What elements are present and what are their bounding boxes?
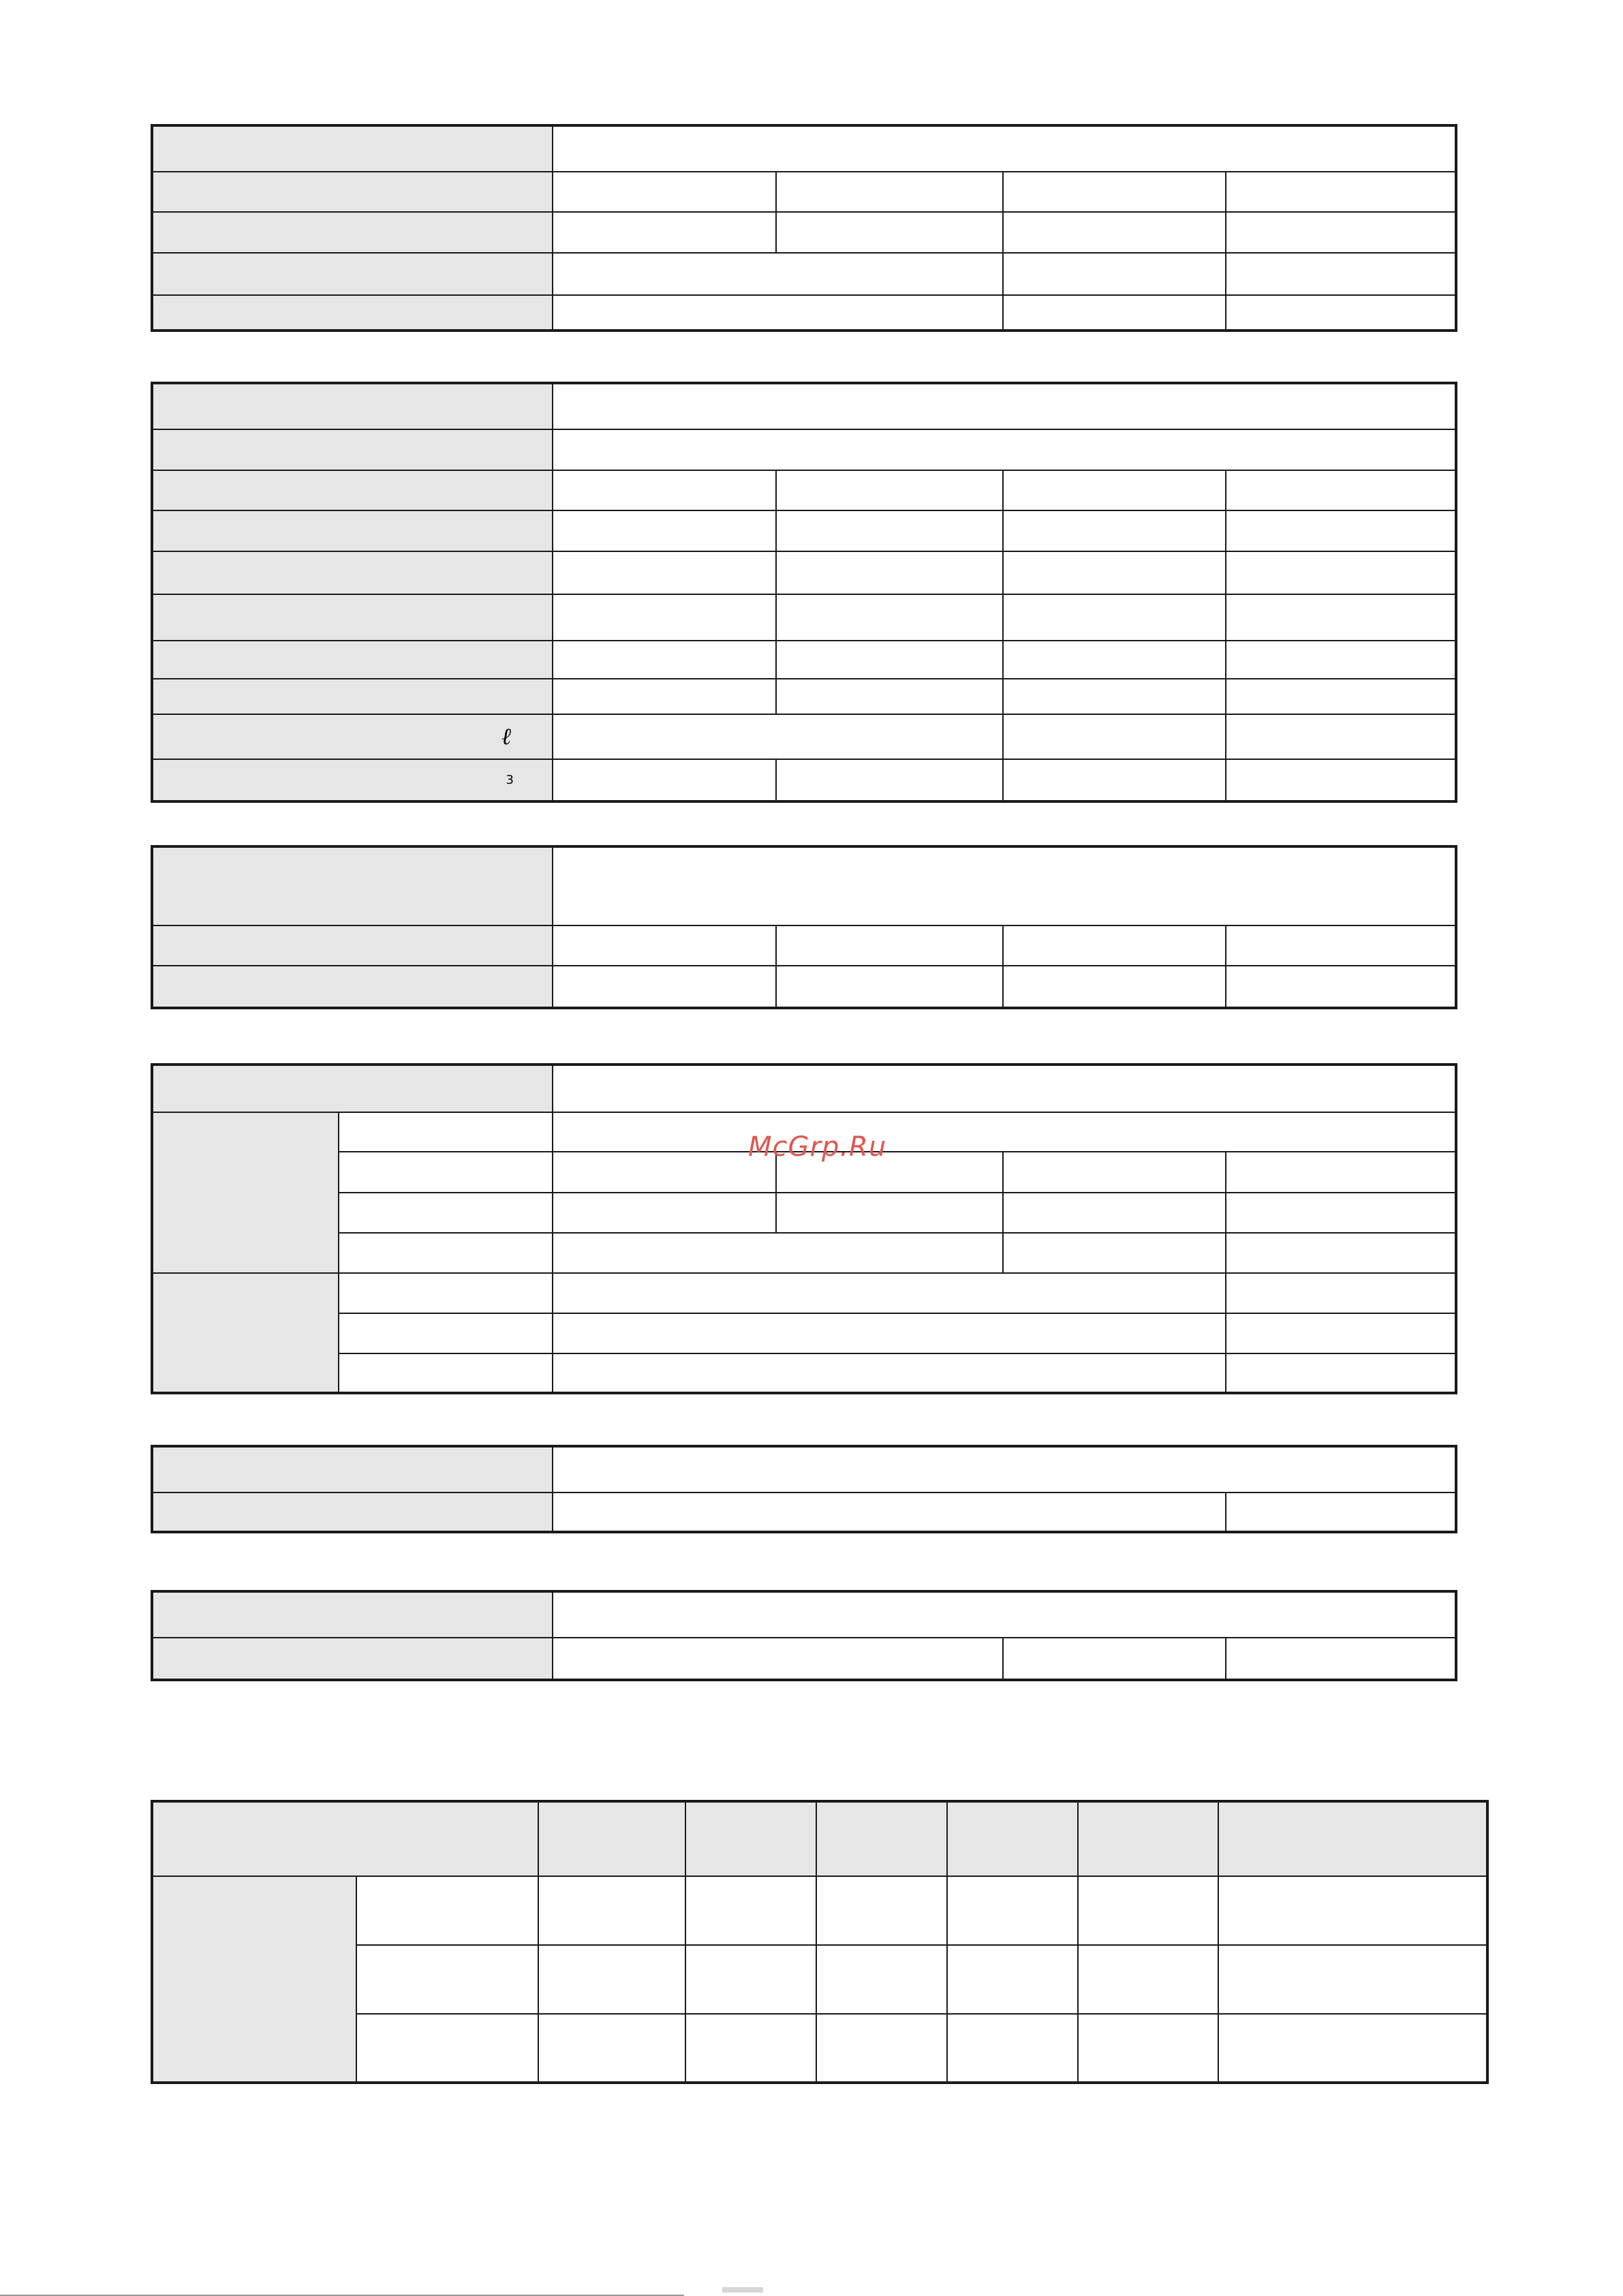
- value-cell: [1003, 679, 1226, 714]
- spec-table-5: [151, 1445, 1457, 1533]
- sub-label: [356, 2014, 538, 2083]
- sub-label: [339, 1112, 553, 1152]
- value-cell: [776, 1193, 1003, 1233]
- value-cell: [553, 1493, 1226, 1532]
- value-cell: [1003, 714, 1226, 759]
- value-cell: [776, 966, 1003, 1008]
- value-cell: [1003, 1233, 1226, 1273]
- row-label: [152, 1591, 553, 1638]
- value-cell: [538, 1876, 685, 1945]
- value-cell: [1003, 295, 1226, 331]
- value-cell: [553, 641, 776, 679]
- spec-table-3: [151, 845, 1457, 1009]
- value-cell: [553, 714, 1003, 759]
- row-label: [152, 966, 553, 1008]
- row-label: [152, 1638, 553, 1680]
- row-label: [152, 253, 553, 295]
- value-cell: [1003, 1152, 1226, 1193]
- value-cell: [776, 212, 1003, 253]
- row-label: [152, 429, 553, 470]
- value-cell: [1226, 759, 1456, 801]
- value-cell: [1226, 172, 1456, 212]
- row-label: [152, 295, 553, 331]
- value-cell: [1003, 641, 1226, 679]
- spec-table-7: [151, 1800, 1489, 2084]
- value-cell: [776, 594, 1003, 641]
- value-cell: [1003, 253, 1226, 295]
- value-cell: [538, 1945, 685, 2014]
- value-cell: [1003, 172, 1226, 212]
- value-cell: [553, 253, 1003, 295]
- value-cell: [1226, 551, 1456, 594]
- value-cell: [816, 1876, 947, 1945]
- value-cell: [776, 679, 1003, 714]
- value-cell: [1226, 1233, 1456, 1273]
- value-cell: [553, 759, 776, 801]
- value-cell: [1226, 253, 1456, 295]
- sub-label: [339, 1233, 553, 1273]
- column-header: [1078, 1801, 1218, 1876]
- row-label: [152, 1065, 553, 1112]
- value-cell: [553, 594, 776, 641]
- value-cell: [776, 172, 1003, 212]
- value-cell: [553, 125, 1456, 172]
- value-cell: [685, 1945, 816, 2014]
- spec-table-6: [151, 1590, 1457, 1681]
- value-cell: [816, 2014, 947, 2083]
- row-label: [152, 470, 553, 510]
- value-cell: [553, 1152, 776, 1193]
- value-cell: [1226, 1353, 1456, 1393]
- value-cell: [1078, 2014, 1218, 2083]
- value-cell: [553, 1353, 1226, 1393]
- value-cell: [1226, 470, 1456, 510]
- value-cell: [1003, 1638, 1226, 1680]
- value-cell: [553, 510, 776, 551]
- value-cell: [1226, 714, 1456, 759]
- spec-table-1: [151, 124, 1457, 332]
- row-label: [152, 679, 553, 714]
- value-cell: [1003, 759, 1226, 801]
- value-cell: [553, 1233, 1003, 1273]
- value-cell: [1218, 2014, 1487, 2083]
- value-cell: [553, 551, 776, 594]
- row-label: [152, 383, 553, 429]
- row-label: [152, 125, 553, 172]
- value-cell: [553, 1313, 1226, 1353]
- value-cell: [776, 641, 1003, 679]
- value-cell: [1226, 510, 1456, 551]
- sub-label: [339, 1353, 553, 1393]
- value-cell: [553, 295, 1003, 331]
- row-label: [152, 510, 553, 551]
- sub-label: [339, 1313, 553, 1353]
- value-cell: [553, 1193, 776, 1233]
- value-cell: [1003, 510, 1226, 551]
- value-cell: [1226, 212, 1456, 253]
- value-cell: [553, 925, 776, 966]
- value-cell: [553, 1591, 1456, 1638]
- value-cell: [1078, 1876, 1218, 1945]
- row-label: [152, 925, 553, 966]
- spec-table-4: [151, 1063, 1457, 1394]
- value-cell: [1226, 1193, 1456, 1233]
- value-cell: [1226, 1493, 1456, 1532]
- value-cell: [1078, 1945, 1218, 2014]
- value-cell: [685, 1876, 816, 1945]
- value-cell: [816, 1945, 947, 2014]
- group-label: [152, 1876, 356, 2083]
- value-cell: [1226, 1638, 1456, 1680]
- value-cell: [776, 551, 1003, 594]
- value-cell: [553, 1446, 1456, 1493]
- value-cell: [1226, 1273, 1456, 1313]
- liters-symbol: ℓ: [501, 723, 511, 750]
- value-cell: [553, 1065, 1456, 1112]
- value-cell: [1226, 1313, 1456, 1353]
- column-header: [1218, 1801, 1487, 1876]
- value-cell: [1226, 641, 1456, 679]
- value-cell: [1003, 551, 1226, 594]
- value-cell: [1218, 1945, 1487, 2014]
- bottom-mark: [722, 2287, 763, 2293]
- row-label-cubic: [152, 759, 553, 801]
- column-header: [685, 1801, 816, 1876]
- value-cell: [553, 172, 776, 212]
- sub-label: [356, 1945, 538, 2014]
- row-label: [152, 1493, 553, 1532]
- value-cell: [1226, 1152, 1456, 1193]
- value-cell: [553, 966, 776, 1008]
- row-label: [152, 1446, 553, 1493]
- cubic-superscript: 3: [506, 773, 514, 787]
- value-cell: [553, 470, 776, 510]
- value-cell: [1226, 966, 1456, 1008]
- value-cell: [1003, 966, 1226, 1008]
- value-cell: [776, 510, 1003, 551]
- column-header: [947, 1801, 1078, 1876]
- value-cell: [553, 679, 776, 714]
- row-label-liters: [152, 714, 553, 759]
- value-cell: [553, 1112, 1456, 1152]
- value-cell: [1003, 594, 1226, 641]
- row-label: [152, 641, 553, 679]
- value-cell: [947, 1945, 1078, 2014]
- value-cell: [1226, 295, 1456, 331]
- value-cell: [553, 1273, 1226, 1313]
- value-cell: [1226, 594, 1456, 641]
- value-cell: [1226, 679, 1456, 714]
- value-cell: [776, 759, 1003, 801]
- value-cell: [1226, 925, 1456, 966]
- column-header: [816, 1801, 947, 1876]
- value-cell: [776, 470, 1003, 510]
- value-cell: [1003, 925, 1226, 966]
- header-label: [152, 1801, 538, 1876]
- value-cell: [553, 212, 776, 253]
- row-label: [152, 551, 553, 594]
- value-cell: [1003, 212, 1226, 253]
- value-cell: [1003, 1193, 1226, 1233]
- row-label: [152, 594, 553, 641]
- value-cell: [1218, 1876, 1487, 1945]
- group-label: [152, 1273, 339, 1393]
- sub-label: [339, 1193, 553, 1233]
- value-cell: [776, 925, 1003, 966]
- spec-table-2: [151, 382, 1457, 803]
- column-header: [538, 1801, 685, 1876]
- row-label: [152, 846, 553, 925]
- value-cell: [947, 1876, 1078, 1945]
- sub-label: [339, 1152, 553, 1193]
- row-label: [152, 172, 553, 212]
- row-label: [152, 212, 553, 253]
- value-cell: [538, 2014, 685, 2083]
- value-cell: [553, 383, 1456, 429]
- value-cell: [1003, 470, 1226, 510]
- value-cell: [947, 2014, 1078, 2083]
- sub-label: [339, 1273, 553, 1313]
- value-cell: [553, 429, 1456, 470]
- group-label: [152, 1112, 339, 1273]
- value-cell: [685, 2014, 816, 2083]
- value-cell: [553, 1638, 1003, 1680]
- sub-label: [356, 1876, 538, 1945]
- value-cell: [553, 846, 1456, 925]
- watermark: McGrp.Ru: [748, 1131, 887, 1163]
